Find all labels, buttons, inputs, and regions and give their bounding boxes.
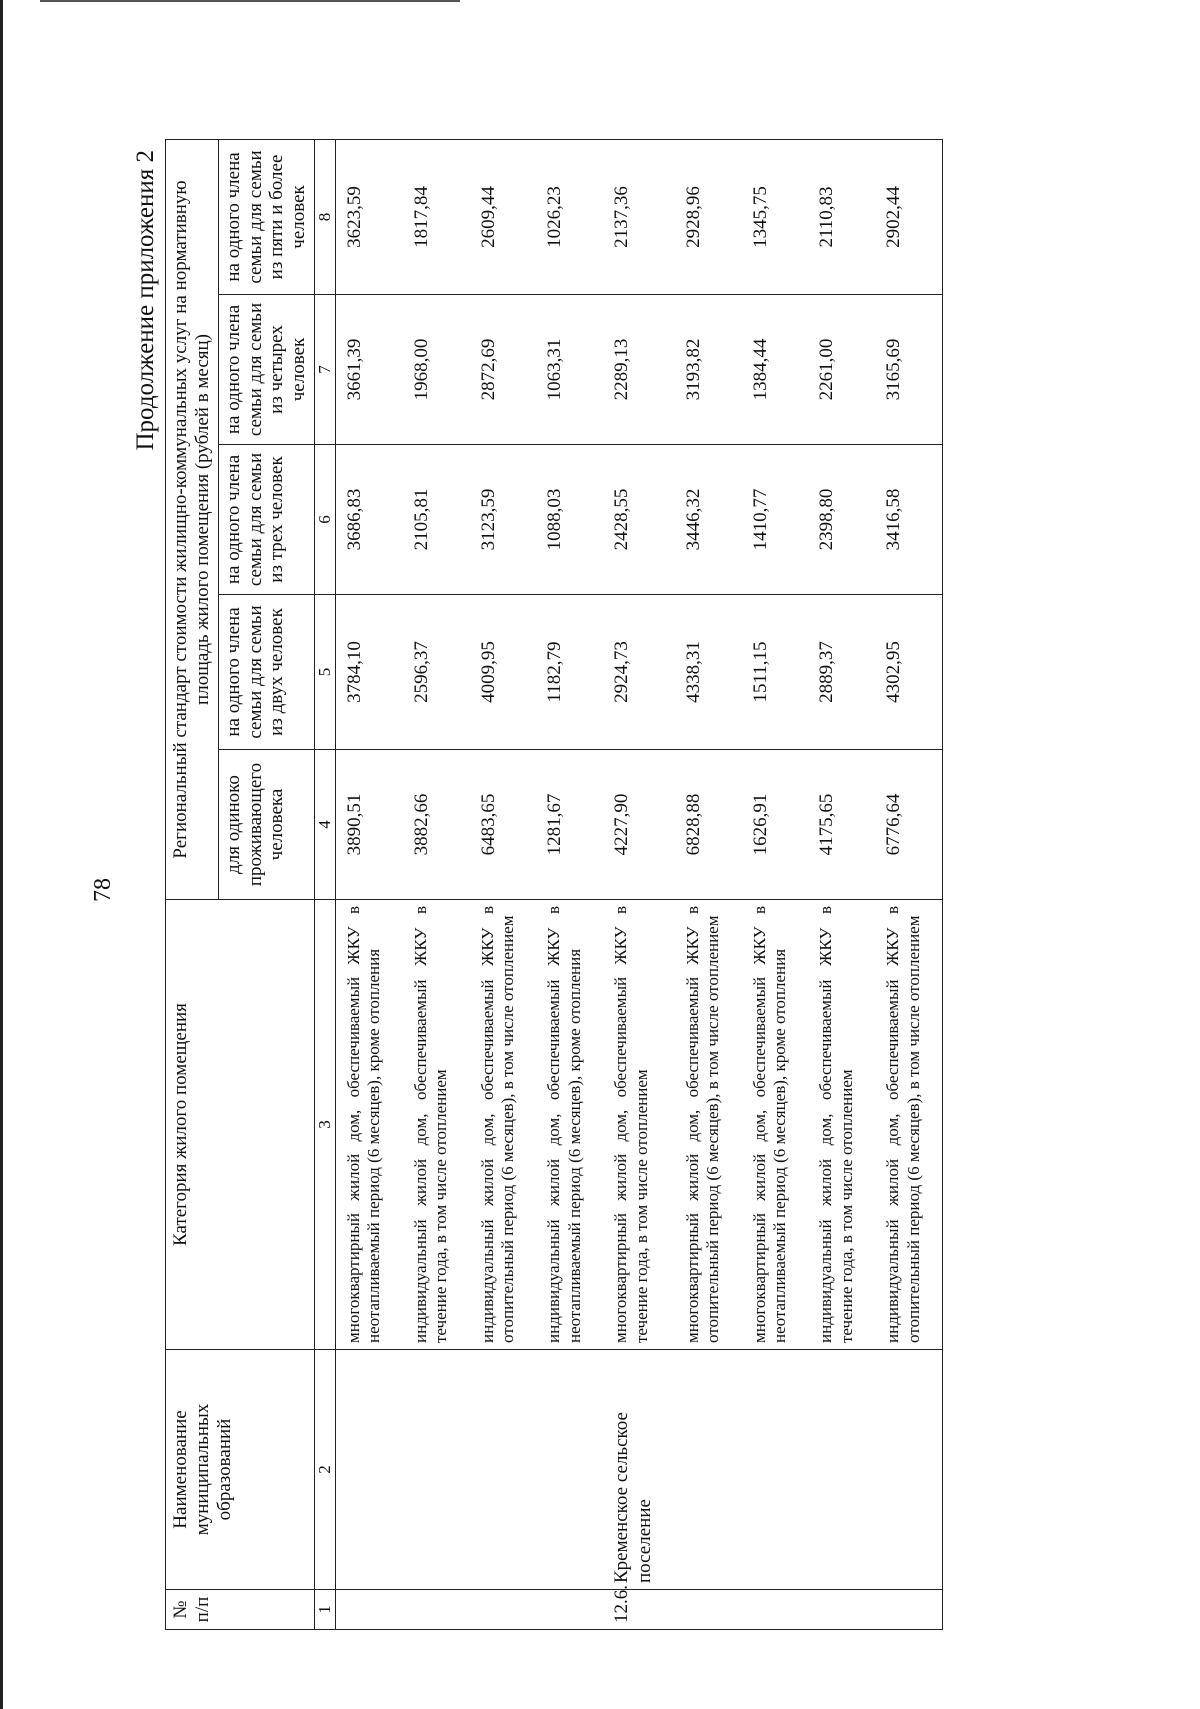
value-family-of-five-plus: 2902,44	[875, 139, 942, 294]
value-family-of-two: 4338,31	[675, 595, 742, 750]
value-family-of-two: 1182,79	[536, 595, 603, 750]
value-family-of-five-plus: 1026,23	[536, 139, 603, 294]
row-number	[875, 1590, 942, 1630]
value-family-of-three: 3416,58	[875, 445, 942, 595]
row-number	[336, 1590, 403, 1630]
header-family-of-three: на одного члена семьи для семьи из трех человек	[218, 445, 314, 595]
column-number: 2	[315, 1350, 336, 1590]
value-family-of-five-plus: 2609,44	[470, 139, 537, 294]
value-single-person: 4175,65	[808, 750, 875, 900]
municipality-name	[470, 1350, 537, 1590]
table-row	[536, 139, 603, 1629]
table-row	[603, 139, 675, 1629]
column-number-row	[315, 139, 336, 1629]
value-family-of-four: 3661,39	[336, 295, 403, 445]
header-regional-standard-group: Региональный стандарт стоимости жилищно-коммунальных услуг на нормативную площадь жилого помещения (рублей в месяц)	[166, 139, 219, 899]
value-family-of-three: 3686,83	[336, 445, 403, 595]
value-family-of-four: 1384,44	[742, 295, 809, 445]
page-number: 78	[90, 878, 116, 902]
value-single-person: 1281,67	[536, 750, 603, 900]
municipality-name	[742, 1350, 809, 1590]
value-single-person: 4227,90	[603, 750, 675, 900]
header-family-of-five-plus: на одного члена семьи для семьи из пяти и более человек	[218, 139, 314, 294]
housing-cost-standard-table	[165, 139, 943, 1630]
value-family-of-three: 1410,77	[742, 445, 809, 595]
municipality-name	[536, 1350, 603, 1590]
value-family-of-four: 3193,82	[675, 295, 742, 445]
column-number: 6	[315, 445, 336, 595]
header-family-of-two: на одного члена семьи для семьи из двух человек	[218, 595, 314, 750]
value-family-of-two: 2924,73	[603, 595, 675, 750]
table-row	[808, 139, 875, 1629]
column-number: 4	[315, 750, 336, 900]
row-number	[536, 1590, 603, 1630]
column-number: 7	[315, 295, 336, 445]
municipality-name	[808, 1350, 875, 1590]
municipality-name	[336, 1350, 403, 1590]
value-single-person: 6776,64	[875, 750, 942, 900]
rotated-document-page	[70, 90, 1150, 1690]
column-number: 5	[315, 595, 336, 750]
header-row-number: № п/п	[166, 1590, 315, 1630]
housing-category: индивидуальный жилой дом, обеспечиваемый ЖКУ в отопительный период (6 месяцев), в том числе отоплением	[470, 900, 537, 1350]
value-family-of-two: 4302,95	[875, 595, 942, 750]
value-family-of-four: 3165,69	[875, 295, 942, 445]
value-family-of-five-plus: 2110,83	[808, 139, 875, 294]
municipality-name: Кременское сельское поселение	[603, 1350, 675, 1590]
column-number: 8	[315, 139, 336, 294]
housing-category: многоквартирный жилой дом, обеспечиваемый ЖКУ в течение года, в том числе отоплением	[603, 900, 675, 1350]
housing-category: многоквартирный жилой дом, обеспечиваемый ЖКУ в неотапливаемый период (6 месяцев), кроме отопления	[336, 900, 403, 1350]
appendix-continuation-note: Продолжение приложения 2	[132, 150, 159, 451]
value-family-of-five-plus: 1345,75	[742, 139, 809, 294]
housing-category: индивидуальный жилой дом, обеспечиваемый ЖКУ в отопительный период (6 месяцев), в том числе отоплением	[875, 900, 942, 1350]
housing-category: многоквартирный жилой дом, обеспечиваемый ЖКУ в неотапливаемый период (6 месяцев), кроме отопления	[742, 900, 809, 1350]
value-family-of-four: 2261,00	[808, 295, 875, 445]
value-family-of-three: 3123,59	[470, 445, 537, 595]
header-municipality: Наименование муниципальных образований	[166, 1350, 315, 1590]
value-family-of-three: 2398,80	[808, 445, 875, 595]
row-number	[675, 1590, 742, 1630]
column-number: 1	[315, 1590, 336, 1630]
table-row	[336, 139, 403, 1629]
scan-edge-left	[0, 0, 3, 1709]
value-single-person: 6828,88	[675, 750, 742, 900]
value-family-of-four: 2872,69	[470, 295, 537, 445]
value-family-of-four: 1968,00	[403, 295, 470, 445]
housing-category: индивидуальный жилой дом, обеспечиваемый ЖКУ в течение года, в том числе отоплением	[403, 900, 470, 1350]
value-family-of-four: 2289,13	[603, 295, 675, 445]
value-single-person: 6483,65	[470, 750, 537, 900]
header-single-person: для одиноко проживающего человека	[218, 750, 314, 900]
value-family-of-three: 3446,32	[675, 445, 742, 595]
value-family-of-five-plus: 3623,59	[336, 139, 403, 294]
value-family-of-two: 4009,95	[470, 595, 537, 750]
table-row	[875, 139, 942, 1629]
value-family-of-three: 2105,81	[403, 445, 470, 595]
scan-edge-top	[40, 0, 460, 2]
value-single-person: 3890,51	[336, 750, 403, 900]
row-number	[470, 1590, 537, 1630]
value-family-of-three: 1088,03	[536, 445, 603, 595]
row-number	[742, 1590, 809, 1630]
table-row	[675, 139, 742, 1629]
value-family-of-five-plus: 1817,84	[403, 139, 470, 294]
housing-category: индивидуальный жилой дом, обеспечиваемый ЖКУ в неотапливаемый период (6 месяцев), кроме отопления	[536, 900, 603, 1350]
municipality-name	[675, 1350, 742, 1590]
municipality-name	[875, 1350, 942, 1590]
header-family-of-four: на одного члена семьи для семьи из четырех человек	[218, 295, 314, 445]
row-number	[403, 1590, 470, 1630]
municipality-name	[403, 1350, 470, 1590]
table-row	[742, 139, 809, 1629]
value-family-of-five-plus: 2137,36	[603, 139, 675, 294]
value-family-of-two: 3784,10	[336, 595, 403, 750]
table-row	[470, 139, 537, 1629]
value-family-of-two: 2596,37	[403, 595, 470, 750]
value-family-of-two: 2889,37	[808, 595, 875, 750]
column-number: 3	[315, 900, 336, 1350]
housing-category: индивидуальный жилой дом, обеспечиваемый ЖКУ в течение года, в том числе отоплением	[808, 900, 875, 1350]
housing-category: многоквартирный жилой дом, обеспечиваемый ЖКУ в отопительный период (6 месяцев), в том числе отоплением	[675, 900, 742, 1350]
value-family-of-three: 2428,55	[603, 445, 675, 595]
header-category: Категория жилого помещения	[166, 900, 315, 1350]
value-single-person: 1626,91	[742, 750, 809, 900]
value-single-person: 3882,66	[403, 750, 470, 900]
value-family-of-two: 1511,15	[742, 595, 809, 750]
header-row-top	[166, 139, 219, 1629]
row-number: 12.6.	[603, 1590, 675, 1630]
row-number	[808, 1590, 875, 1630]
value-family-of-four: 1063,31	[536, 295, 603, 445]
value-family-of-five-plus: 2928,96	[675, 139, 742, 294]
table-row	[403, 139, 470, 1629]
